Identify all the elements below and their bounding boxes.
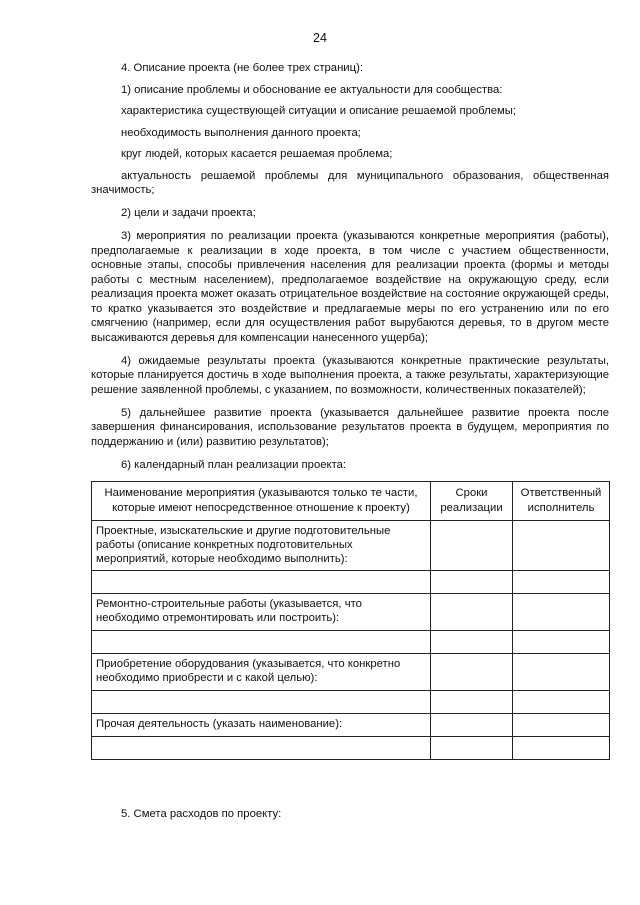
cell-responsible[interactable] [513,690,610,713]
cell-activity[interactable] [92,690,431,713]
cell-responsible[interactable] [513,736,610,759]
header-deadlines: Сроки реализации [431,481,513,520]
cell-activity[interactable] [92,736,431,759]
section-other-activities: Прочая деятельность (указать наименование): [92,713,431,736]
cell-responsible[interactable] [513,520,610,570]
header-activity-name: Наименование мероприятия (указываются только те части, которые имеют непосредственное отношение к проекту) [92,481,431,520]
paragraph-goals: 2) цели и задачи проекта; [121,207,256,219]
cell-responsible[interactable] [513,653,610,690]
paragraph-relevance: актуальность решаемой проблемы для муниципального образования, общественная значимость; [91,169,609,196]
section-preparatory-works: Проектные, изыскательские и другие подготовительные работы (описание конкретных подготовительных мероприятий, которые необходимо выполнить): [92,520,431,570]
document-body [91,61,609,760]
cell-activity[interactable] [92,570,431,593]
table-header-row [92,481,610,520]
cell-activity[interactable] [92,630,431,653]
paragraph-situation: характеристика существующей ситуации и описание решаемой проблемы; [121,105,517,117]
paragraph-measures: 3) мероприятия по реализации проекта (указываются конкретные мероприятия (работы), предполагаемые к реализации в ходе проекта, в том числе с участием общественности, основные этапы, способы привлечения населения для реализации проекта (формы и методы работы с местным населением), предполагаемое воздействие на окружающую среду, если реализация проекта может оказать отрицательное воздействие на состояние окружающей среды, то кратко указывается это воздействие и предлагаемые меры по его устранению или по его смягчению (например, если для осуществления работ вырубаются деревья, то в другом месте высаживаются деревья для компенсации нанесенного ущерба); [91,230,609,344]
section-heading-project-description: 4. Описание проекта (не более трех страниц): [121,62,363,74]
cell-deadline[interactable] [431,593,513,630]
paragraph-people: круг людей, которых касается решаемая проблема; [121,148,393,160]
cell-deadline[interactable] [431,570,513,593]
table-row [92,736,610,759]
section-repair-works: Ремонтно-строительные работы (указывается, что необходимо отремонтировать или построить): [92,593,431,630]
table-row [92,570,610,593]
calendar-plan-table [91,481,610,760]
cell-deadline[interactable] [431,736,513,759]
page-number: 24 [313,31,327,45]
table-row [92,593,610,630]
cell-deadline[interactable] [431,520,513,570]
cell-deadline[interactable] [431,630,513,653]
cell-responsible[interactable] [513,593,610,630]
header-responsible: Ответственный исполнитель [513,481,610,520]
paragraph-expected-results: 4) ожидаемые результаты проекта (указываются конкретные практические результаты, которые планируется достичь в ходе выполнения проекта, а также результаты, характеризующие решение заявленной проблемы, с указанием, по возможности, количественных показателей); [91,354,609,396]
paragraph-problem-description: 1) описание проблемы и обоснование ее актуальности для сообщества: [121,83,503,96]
table-row [92,713,610,736]
cell-deadline[interactable] [431,713,513,736]
table-row [92,653,610,690]
table-row [92,690,610,713]
cell-responsible[interactable] [513,630,610,653]
section-equipment-purchase: Приобретение оборудования (указывается, что конкретно необходимо приобрести и с какой целью): [92,653,431,690]
paragraph-calendar-plan: 6) календарный план реализации проекта: [121,458,347,471]
table-row [92,630,610,653]
paragraph-further-development: 5) дальнейшее развитие проекта (указывается дальнейшее развитие проекта после завершения финансирования, использование результатов проекта в будущем, мероприятия по поддержанию и (или) развитию результатов); [91,406,609,448]
cell-responsible[interactable] [513,570,610,593]
paragraph-necessity: необходимость выполнения данного проекта; [121,126,361,139]
table-row [92,520,610,570]
cell-deadline[interactable] [431,653,513,690]
cell-deadline[interactable] [431,690,513,713]
cell-responsible[interactable] [513,713,610,736]
section-heading-estimate: 5. Смета расходов по проекту: [121,808,282,820]
